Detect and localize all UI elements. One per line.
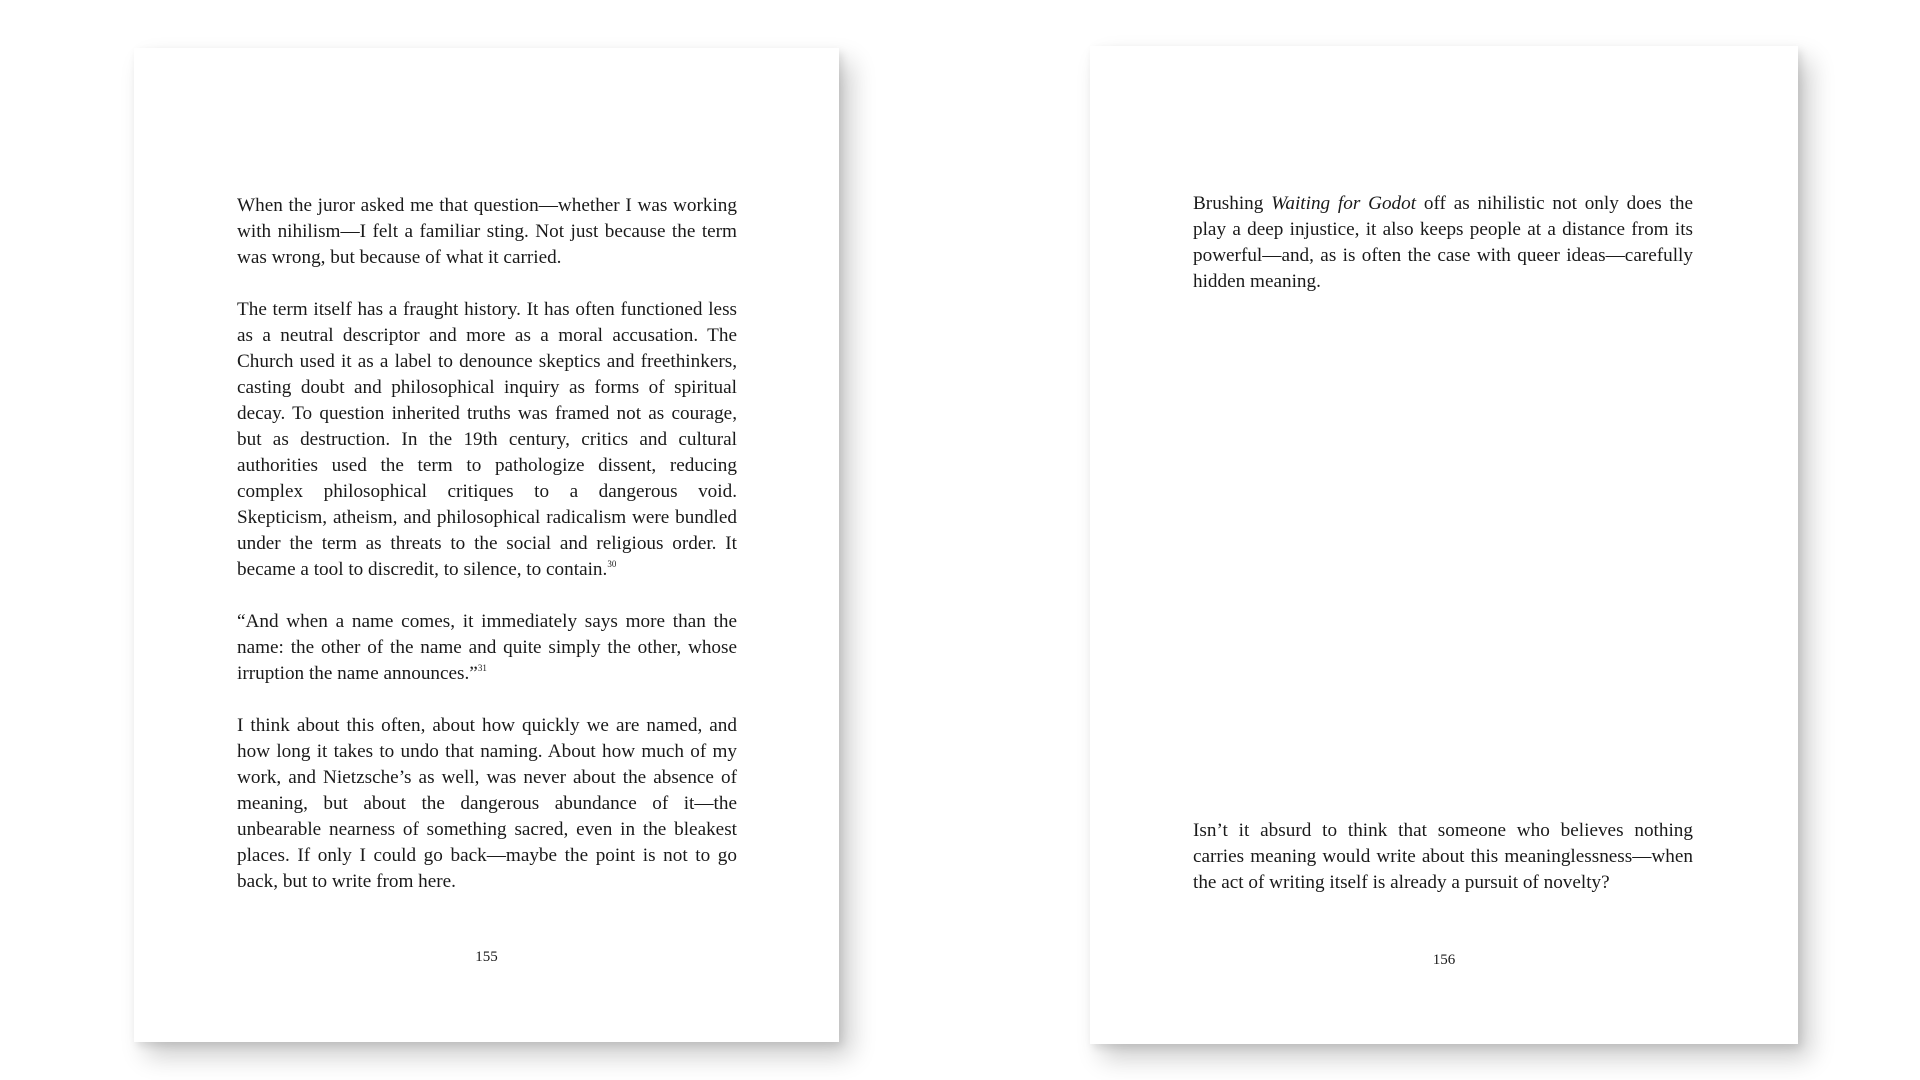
right-page-body-bottom: [1193, 818, 1693, 896]
work-title: Waiting for Godot: [1271, 193, 1417, 214]
left-page-body: [237, 193, 737, 895]
paragraph: Isn’t it absurd to think that someone who believes nothing carries meaning would write about this meaninglessness—when the act of writing itself is already a pursuit of novelty?: [1193, 820, 1693, 893]
footnote-marker: 30: [607, 559, 617, 569]
footnote-marker: 31: [477, 663, 487, 673]
paragraph: The term itself has a fraught history. It has often functioned less as a neutral descriptor and more as a moral accusation. The Church used it as a label to denounce skeptics and freethinkers, casting doubt and philosophical inquiry as forms of spiritual decay. To question inherited truths was framed not as courage, but as destruction. In the 19th century, critics and cultural authorities used the term to pathologize dissent, reducing complex philosophical critiques to a dangerous void. Skepticism, atheism, and philosophical radicalism were bundled under the term as threats to the social and religious order. It became a tool to discredit, to silence, to contain.$^{30}$: [237, 299, 737, 580]
paragraph: Brushing Waiting for Godot off as nihilistic not only does the play a deep injustice, it also keeps people at a distance from its powerful—and, as is often the case with queer ideas—carefully hidden meaning.: [1193, 193, 1693, 292]
right-page-body-top: [1193, 191, 1693, 295]
page-number: 156: [1432, 952, 1456, 968]
paragraph: I think about this often, about how quickly we are named, and how long it takes to undo that naming. About how much of my work, and Nietzsche’s as well, was never about the absence of meaning, but about the dangerous abundance of it—the unbearable nearness of something sacred, even in the bleakest places. If only I could go back—maybe the point is not to go back, but to write from here.: [237, 715, 737, 892]
paragraph: “And when a name comes, it immediately says more than the name: the other of the name and quite simply the other, whose irruption the name announces.”$^{31}$: [237, 611, 737, 684]
left-page: [134, 48, 839, 1042]
paragraph: When the juror asked me that question—whether I was working with nihilism—I felt a familiar sting. Not just because the term was wrong, but because of what it carried.: [237, 195, 737, 268]
page-number: 155: [475, 949, 498, 965]
right-page: [1090, 46, 1798, 1044]
